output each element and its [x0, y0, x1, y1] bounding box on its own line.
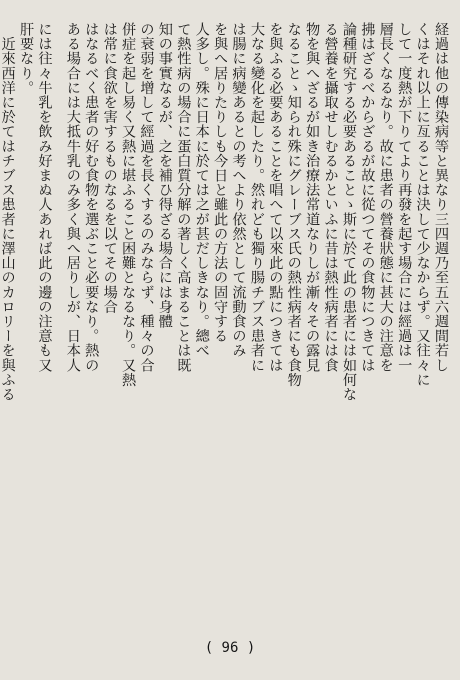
text-line: る營養を攝取せしむるかといふに昔は熱性病者には食	[322, 22, 339, 373]
text-line: なることゝ知られ殊にグレーブス氏の熱性病者にも食物	[285, 22, 302, 387]
page-number-label: ( 96 )	[204, 640, 256, 656]
text-line: 経過は他の傳染病等と異なり三四週乃至五六週間若し	[433, 22, 449, 373]
text-line: 論種研究する必要あることゝ斯に於て此の患者には如何な	[340, 22, 357, 402]
text-line: ある場合には大抵牛乳のみ多く與へ居りしが、日本人	[64, 22, 81, 373]
text-line: の衰弱を增して經過を長くするのみならず、種々の合	[138, 22, 155, 373]
text-line: 層長くなるなり。故に患者の營養狀態に甚大の注意を	[377, 22, 394, 373]
text-line: 拂はざるべからざるが故に從つてその食物につきては	[359, 22, 376, 373]
paragraph-gap	[53, 22, 63, 622]
text-line: 近來西洋に於てはチブス患者に澤山のカロリーを與ふる	[0, 22, 16, 402]
text-line: 知の事實なるが、之を補ひ得ざる場合には身體	[156, 22, 173, 329]
text-line: して一度熱が下りてより再發を起す場合には經過は一	[396, 22, 413, 373]
text-line: には往々牛乳を飲み好まぬ人あれば此の邊の注意も又	[36, 22, 53, 373]
text-line: は腸に病變あるとの考へより依然として流動食のみ	[230, 22, 247, 358]
text-line: はなるべく患者の好む食物を選ぶこと必要なり。熱の	[83, 22, 100, 373]
text-line: 人多し。殊に日本に於ては之が甚だしきなり。總べ	[193, 22, 210, 358]
text-line: 物を與へざるが如き治療法常道なりしが漸々その露見	[304, 22, 321, 373]
body-text	[0, 22, 450, 622]
page-number	[0, 640, 460, 656]
text-line: て熱性病の場合に蛋白質分解の著しく高まることは既	[175, 22, 192, 373]
text-line: は常に食欲を害するものなるを以てその場合	[101, 22, 118, 314]
text-line: を與ふる必要あることを唱へて以來此の點につきては	[267, 22, 284, 373]
text-line: 大なる變化を起したり。然れども獨り腸チブス患者に	[248, 22, 265, 373]
text-line: 併症を起し易く又熱に堪ふること困難となるなり。又熱	[120, 22, 137, 387]
text-line: 肝要なり。	[18, 22, 35, 95]
text-line: を與へ居りたりしも今日と雖此の方法の固守する	[212, 22, 229, 344]
text-line: くはそれ以上に亙ることは決して少なからず。又往々に	[414, 22, 431, 387]
